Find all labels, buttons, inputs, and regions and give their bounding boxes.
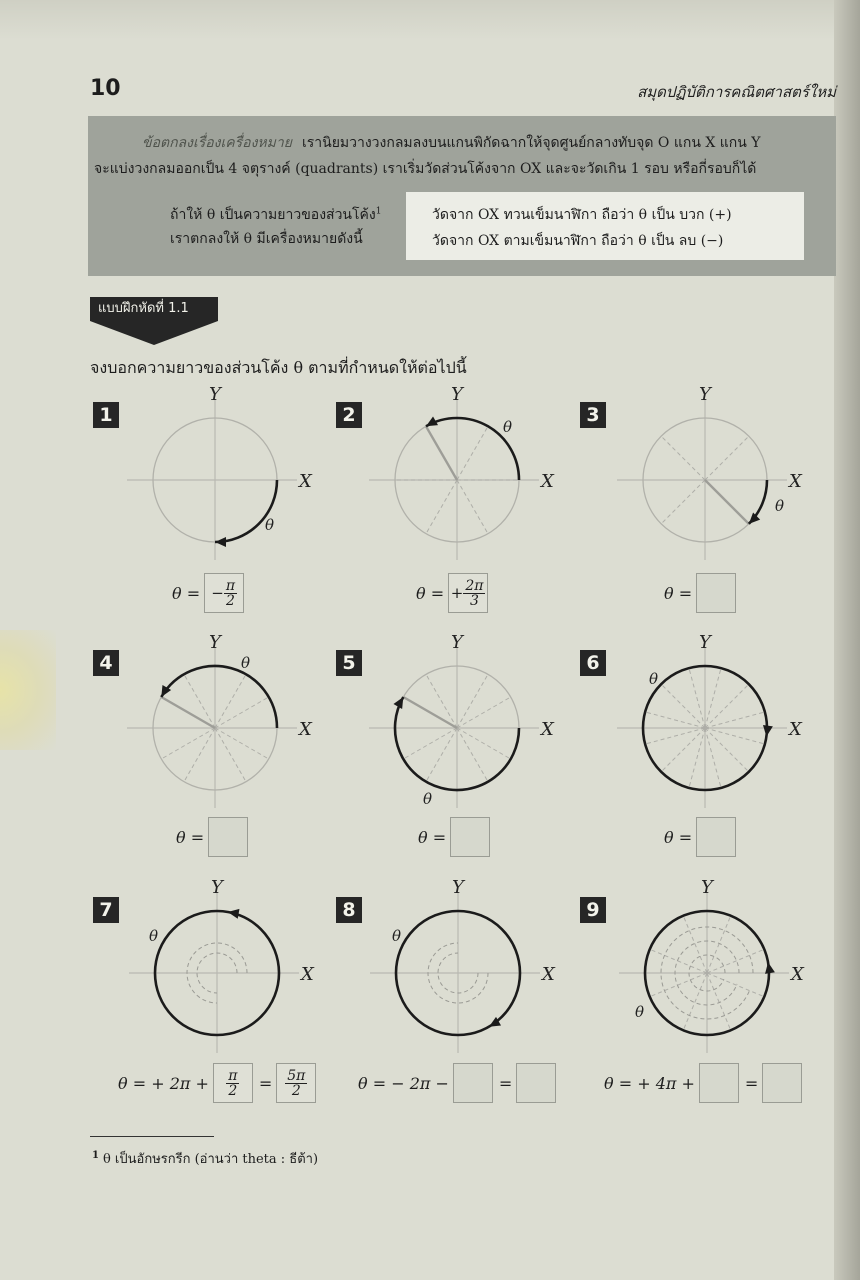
problem-number-5: 5: [336, 650, 362, 676]
problem-number-9: 9: [580, 897, 606, 923]
theta-label-5: θ: [423, 790, 433, 808]
x-axis-label-7: X: [301, 964, 314, 985]
answer-7: [118, 1062, 322, 1104]
answer-1-denominator: 2: [225, 592, 235, 609]
info-lead: ข้อตกลงเรื่องเครื่องหมาย: [142, 135, 292, 151]
y-axis-label-8: Y: [452, 877, 464, 898]
y-axis-label-3: Y: [699, 384, 711, 405]
sector-line-5-7: [457, 728, 511, 759]
answer-2-denominator: 3: [469, 592, 479, 609]
answer-6-box[interactable]: [696, 817, 736, 857]
rule-clockwise: วัดจาก OX ตามเข็มนาฬิกา ถือว่า θ เป็น ลบ (−): [432, 233, 724, 249]
answer-4-box[interactable]: [208, 817, 248, 857]
sector-line-2-4: [426, 480, 457, 534]
problem-number-1: 1: [93, 402, 119, 428]
footnote-ref: 1: [375, 206, 382, 217]
sector-line-5-5: [426, 728, 457, 782]
answer-8-box-2[interactable]: [516, 1063, 556, 1103]
y-axis-label-7: Y: [211, 877, 223, 898]
x-axis-label-2: X: [541, 471, 554, 492]
answer-7-fraction: [226, 1069, 239, 1098]
problem-number-7: 7: [93, 897, 119, 923]
answer-7-equals: =: [258, 1073, 273, 1093]
answer-6: [664, 816, 742, 858]
sector-line-6-6: [645, 712, 705, 728]
theta-radius-3: [705, 480, 749, 524]
answer-9-box-2[interactable]: [762, 1063, 802, 1103]
theta-label-9: θ: [635, 1003, 645, 1021]
answer-7-result-fraction: [285, 1069, 307, 1098]
answer-6-lhs: θ =: [664, 827, 693, 847]
sector-line-6-3: [705, 668, 721, 728]
theta-radius-2: [426, 426, 457, 480]
sector-line-2-5: [457, 480, 488, 534]
sector-line-5-4: [403, 728, 457, 759]
sector-line-4-2: [215, 674, 246, 728]
sector-line-6-2: [705, 684, 749, 728]
answer-5-lhs: θ =: [418, 827, 447, 847]
info-left-2: เราตกลงให้ θ มีเครื่องหมายดังนี้: [170, 231, 363, 247]
footnote-mark: 1: [92, 1149, 99, 1161]
answer-9-box-1[interactable]: [699, 1063, 739, 1103]
answer-2-numerator: 2π: [465, 577, 484, 594]
sector-line-6-5: [661, 684, 705, 728]
answer-9: [604, 1062, 808, 1104]
y-axis-label-6: Y: [699, 632, 711, 653]
arc-arrow-7: [228, 909, 240, 919]
y-axis-label-2: Y: [451, 384, 463, 405]
answer-2-fraction: [463, 579, 485, 608]
y-axis-label-5: Y: [451, 632, 463, 653]
exercise-tag: แบบฝึกหัดที่ 1.1: [90, 297, 218, 321]
sector-line-6-9: [689, 728, 705, 788]
x-axis-label-4: X: [299, 719, 312, 740]
answer-4-lhs: θ =: [176, 827, 205, 847]
theta-label-4: θ: [241, 654, 251, 672]
info-line-1-text: เรานิยมวางวงกลมลงบนแกนพิกัดฉากให้จุดศูนย์กลางทับจุด O แกน X แกน Y: [301, 135, 761, 151]
footnote-rule: [90, 1136, 214, 1137]
sector-line-2-2: [457, 426, 488, 480]
answer-5: [418, 816, 496, 858]
answer-7-lhs: θ = + 2π +: [118, 1073, 209, 1093]
answer-8-box-1[interactable]: [453, 1063, 493, 1103]
x-axis-label-3: X: [789, 471, 802, 492]
answer-2-box: [448, 573, 488, 613]
sector-line-4-4: [161, 728, 215, 759]
sector-line-6-1: [705, 712, 765, 728]
theta-label-7: θ: [149, 927, 159, 945]
arc-arrow-3: [749, 513, 760, 524]
sector-line-4-7: [215, 728, 269, 759]
footnote-text: θ เป็นอักษรกรีก (อ่านว่า theta : ธีต้า): [102, 1152, 319, 1167]
sector-line-6-8: [661, 728, 705, 772]
book-title: สมุดปฏิบัติการคณิตศาสตร์ใหม่: [637, 83, 836, 101]
answer-7-box-1: [213, 1063, 253, 1103]
answer-8-equals: =: [498, 1073, 513, 1093]
problem-number-4: 4: [93, 650, 119, 676]
answer-7-result-denominator: 2: [291, 1082, 301, 1099]
theta-label-6: θ: [649, 670, 659, 688]
answer-1-lhs: θ =: [172, 583, 201, 603]
sector-line-5-2: [457, 674, 488, 728]
theta-label-1: θ: [265, 516, 275, 534]
answer-9-equals: =: [744, 1073, 759, 1093]
y-axis-label-4: Y: [209, 632, 221, 653]
rule-counterclockwise: วัดจาก OX ทวนเข็มนาฬิกา ถือว่า θ เป็น บวก (+): [432, 207, 732, 223]
sector-line-4-1: [215, 697, 269, 728]
answer-8: [358, 1062, 562, 1104]
sector-line-4-6: [215, 728, 246, 782]
answer-8-lhs: θ = − 2π −: [358, 1073, 449, 1093]
answer-2-lhs: θ =: [416, 583, 445, 603]
sector-line-3-3: [661, 480, 705, 524]
problem-number-8: 8: [336, 897, 362, 923]
arc-arrow-1: [215, 537, 226, 547]
answer-7-box-2: [276, 1063, 316, 1103]
answer-3-box[interactable]: [696, 573, 736, 613]
sector-line-4-5: [184, 728, 215, 782]
answer-1-fraction: [224, 579, 237, 608]
answer-2-sign: +: [450, 584, 464, 602]
problem-number-3: 3: [580, 402, 606, 428]
arc-arrow-6: [763, 725, 773, 737]
sector-line-6-12: [705, 728, 765, 744]
x-axis-label-1: X: [299, 471, 312, 492]
y-axis-label-1: Y: [209, 384, 221, 405]
answer-5-box[interactable]: [450, 817, 490, 857]
y-axis-label-9: Y: [701, 877, 713, 898]
page-number: 10: [90, 76, 121, 101]
theta-radius-5: [403, 697, 457, 728]
theta-radius-4: [161, 697, 215, 728]
x-axis-label-5: X: [541, 719, 554, 740]
sector-line-6-7: [645, 728, 705, 744]
sector-line-5-1: [457, 697, 511, 728]
answer-4: [176, 816, 254, 858]
answer-1-numerator: π: [225, 577, 236, 594]
theta-label-2: θ: [503, 418, 513, 436]
answer-1-box: [204, 573, 244, 613]
sector-line-3-2: [661, 436, 705, 480]
answer-9-lhs: θ = + 4π +: [604, 1073, 695, 1093]
x-axis-label-6: X: [789, 719, 802, 740]
answer-3-lhs: θ =: [664, 583, 693, 603]
answer-2: [416, 572, 494, 614]
x-axis-label-8: X: [542, 964, 555, 985]
sector-line-3-1: [705, 436, 749, 480]
exercise-instruction: จงบอกความยาวของส่วนโค้ง θ ตามที่กำหนดให้ต่อไปนี้: [90, 358, 467, 377]
sector-line-6-11: [705, 728, 749, 772]
answer-1-sign: −: [211, 584, 224, 602]
answer-7-result-numerator: 5π: [287, 1067, 306, 1084]
answer-7-numerator: π: [228, 1067, 238, 1084]
problem-number-6: 6: [580, 650, 606, 676]
problem-number-2: 2: [336, 402, 362, 428]
answer-7-denominator: 2: [228, 1082, 238, 1099]
footnote: [92, 1148, 318, 1169]
sector-line-6-4: [689, 668, 705, 728]
x-axis-label-9: X: [791, 964, 804, 985]
answer-1: [172, 572, 250, 614]
arc-arrow-9: [765, 962, 775, 974]
info-left-1-text: ถ้าให้ θ เป็นความยาวของส่วนโค้ง: [170, 207, 376, 223]
info-line-2: จะแบ่งวงกลมออกเป็น 4 จตุรางค์ (quadrants) เราเริ่มวัดส่วนโค้งจาก OX และจะวัดเกิน 1 รอบ หรือกี่รอบก็ได้: [94, 161, 757, 177]
theta-label-3: θ: [775, 497, 785, 515]
sector-line-6-10: [705, 728, 721, 788]
theta-arc-4: [161, 666, 277, 728]
sector-line-5-6: [457, 728, 488, 782]
answer-3: [664, 572, 742, 614]
theta-label-8: θ: [392, 927, 402, 945]
